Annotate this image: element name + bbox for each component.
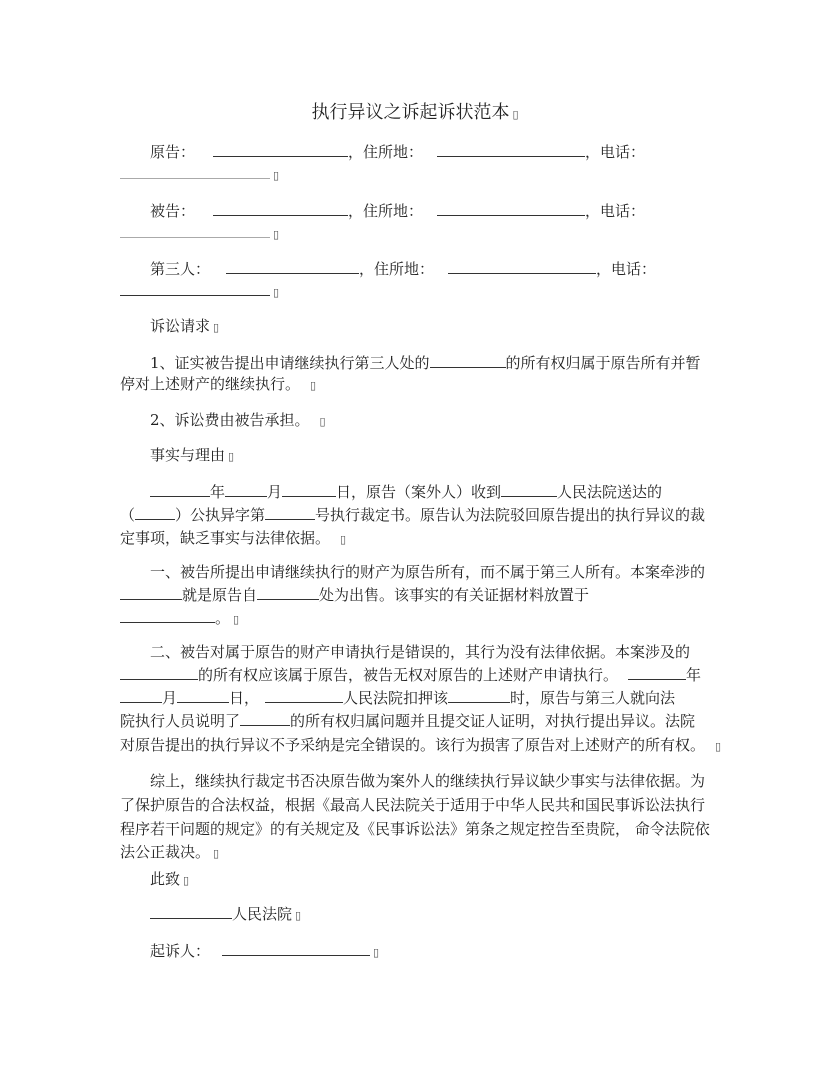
paragraph-mark: ▯: [512, 108, 519, 121]
para-4-l4: [120, 841, 712, 865]
heading: 事实与理由: [150, 446, 226, 464]
para-1: [120, 481, 742, 504]
text: 月: [267, 483, 283, 501]
blank: [120, 222, 270, 238]
blank: [213, 141, 348, 157]
blank: [265, 687, 343, 703]
label: 第三人：: [150, 260, 211, 278]
para-1-l2: [120, 504, 712, 527]
text: 了保护原告的合法权益，根据《最高人民法院关于适用于中华人民共和国民事诉讼法执行: [120, 796, 706, 814]
blank: [282, 481, 336, 497]
text: （: [120, 506, 136, 524]
court-line: [120, 903, 742, 927]
paragraph-mark: ▯: [213, 321, 220, 334]
blank: [240, 710, 290, 726]
party-plaintiff-cont: [120, 163, 712, 187]
blank: [120, 163, 270, 179]
para-4-l3: [120, 818, 712, 841]
text: 对原告提出的执行异议不予采纳是完全错误的。该行为损害了原告对上述财产的所有权。: [120, 736, 706, 754]
text: 月: [162, 689, 178, 707]
document-title: [0, 98, 830, 124]
text: 的所有权归属于原告所有并暂: [505, 354, 701, 372]
paragraph-mark: ▯: [340, 533, 347, 546]
text: 此致: [150, 870, 181, 888]
text: 就是原告自: [182, 586, 258, 604]
label: ，电话：: [585, 143, 646, 161]
text: 的所有权应该属于原告，被告无权对原告的上述财产申请执行。: [198, 666, 619, 684]
blank: [225, 481, 267, 497]
label: ，电话：: [585, 202, 646, 220]
closing: [120, 868, 742, 892]
claim-1-cont: [120, 373, 712, 397]
text: 定事项，缺乏事实与法律依据。: [120, 529, 331, 547]
blank: [120, 687, 162, 703]
para-2: [120, 561, 742, 584]
blank: [120, 280, 270, 296]
para-3-l5: [120, 734, 722, 758]
text: 处为出售。该事实的有关证据材料放置于: [319, 586, 590, 604]
party-defendant-cont: [120, 222, 712, 246]
claim-1: [120, 352, 742, 375]
paragraph-mark: ▯: [373, 946, 380, 959]
party-third-cont: [120, 280, 712, 304]
text: 程序若干问题的规定》的有关规定及《民事诉讼法》第条之规定控告至贵院， 命令法院依: [120, 820, 710, 838]
blank: [265, 504, 315, 520]
text: 的所有权归属问题并且提交证人证明，对执行提出异议。法院: [290, 712, 696, 730]
plaintiff-signature: [120, 940, 742, 964]
para-3: [120, 641, 742, 664]
para-4: [120, 770, 742, 793]
blank: [448, 687, 510, 703]
paragraph-mark: ▯: [273, 169, 280, 182]
blank: [150, 481, 210, 497]
text: 。: [215, 609, 231, 627]
paragraph-mark: ▯: [273, 286, 280, 299]
blank: [213, 200, 348, 216]
blank: [448, 258, 596, 274]
paragraph-mark: ▯: [183, 874, 190, 887]
blank: [222, 940, 370, 956]
paragraph-mark: ▯: [715, 740, 722, 753]
label: ，住所地：: [348, 202, 424, 220]
para-2-l3: [120, 607, 712, 631]
text: 年: [686, 666, 702, 684]
label: 起诉人：: [150, 942, 211, 960]
title-text: 执行异议之诉起诉状范本: [311, 102, 510, 123]
text: 1、证实被告提出申请继续执行第三人处的: [150, 354, 430, 372]
blank: [150, 903, 232, 919]
claims-heading: [120, 315, 742, 339]
blank: [135, 504, 175, 520]
claim-2: [120, 409, 742, 433]
label: 被告：: [150, 202, 196, 220]
blank: [501, 481, 557, 497]
text: 日，原告（案外人）收到: [336, 483, 502, 501]
blank: [120, 664, 198, 680]
label: ，住所地：: [359, 260, 435, 278]
facts-heading: [120, 444, 742, 468]
paragraph-mark: ▯: [228, 450, 235, 463]
label: ，住所地：: [348, 143, 424, 161]
text: 院执行人员说明了: [120, 712, 241, 730]
text: 综上，继续执行裁定书否决原告做为案外人的继续执行异议缺少事实与法律依据。为: [150, 772, 706, 790]
text: 一、被告所提出申请继续执行的财产为原告所有，而不属于第三人所有。本案牵涉的: [150, 563, 706, 581]
blank: [120, 584, 182, 600]
text: 二、被告对属于原告的财产申请执行是错误的，其行为没有法律依据。本案涉及的: [150, 643, 691, 661]
text: 日，: [229, 689, 260, 707]
label: ，电话：: [596, 260, 657, 278]
party-third: [120, 258, 742, 281]
paragraph-mark: ▯: [319, 415, 326, 428]
text: 人民法院扣押该: [343, 689, 449, 707]
para-3-l3: [120, 687, 712, 710]
text: 人民法院送达的: [557, 483, 663, 501]
blank: [437, 200, 585, 216]
blank: [430, 352, 506, 368]
para-2-l2: [120, 584, 712, 607]
text: 时，原告与第三人就向法: [510, 689, 676, 707]
text: 2、诉讼费由被告承担。: [150, 411, 310, 429]
paragraph-mark: ▯: [273, 228, 280, 241]
heading: 诉讼请求: [150, 317, 211, 335]
blank: [120, 607, 215, 623]
text: 号执行裁定书。原告认为法院驳回原告提出的执行异议的裁: [315, 506, 706, 524]
blank: [226, 258, 359, 274]
para-1-l3: [120, 527, 712, 551]
paragraph-mark: ▯: [295, 909, 302, 922]
blank: [177, 687, 229, 703]
blank: [628, 664, 686, 680]
text: 停对上述财产的继续执行。: [120, 375, 301, 393]
para-3-l2: [120, 664, 712, 687]
label: 原告：: [150, 143, 196, 161]
blank: [257, 584, 319, 600]
para-4-l2: [120, 794, 712, 817]
blank: [437, 141, 585, 157]
paragraph-mark: ▯: [213, 847, 220, 860]
text: 人民法院: [232, 905, 293, 923]
text: ）公执异字第: [175, 506, 266, 524]
para-3-l4: [120, 710, 712, 733]
paragraph-mark: ▯: [310, 379, 317, 392]
text: 法公正裁决。: [120, 843, 211, 861]
party-plaintiff: [120, 141, 742, 164]
paragraph-mark: ▯: [233, 613, 240, 626]
party-defendant: [120, 200, 742, 223]
text: 年: [210, 483, 226, 501]
